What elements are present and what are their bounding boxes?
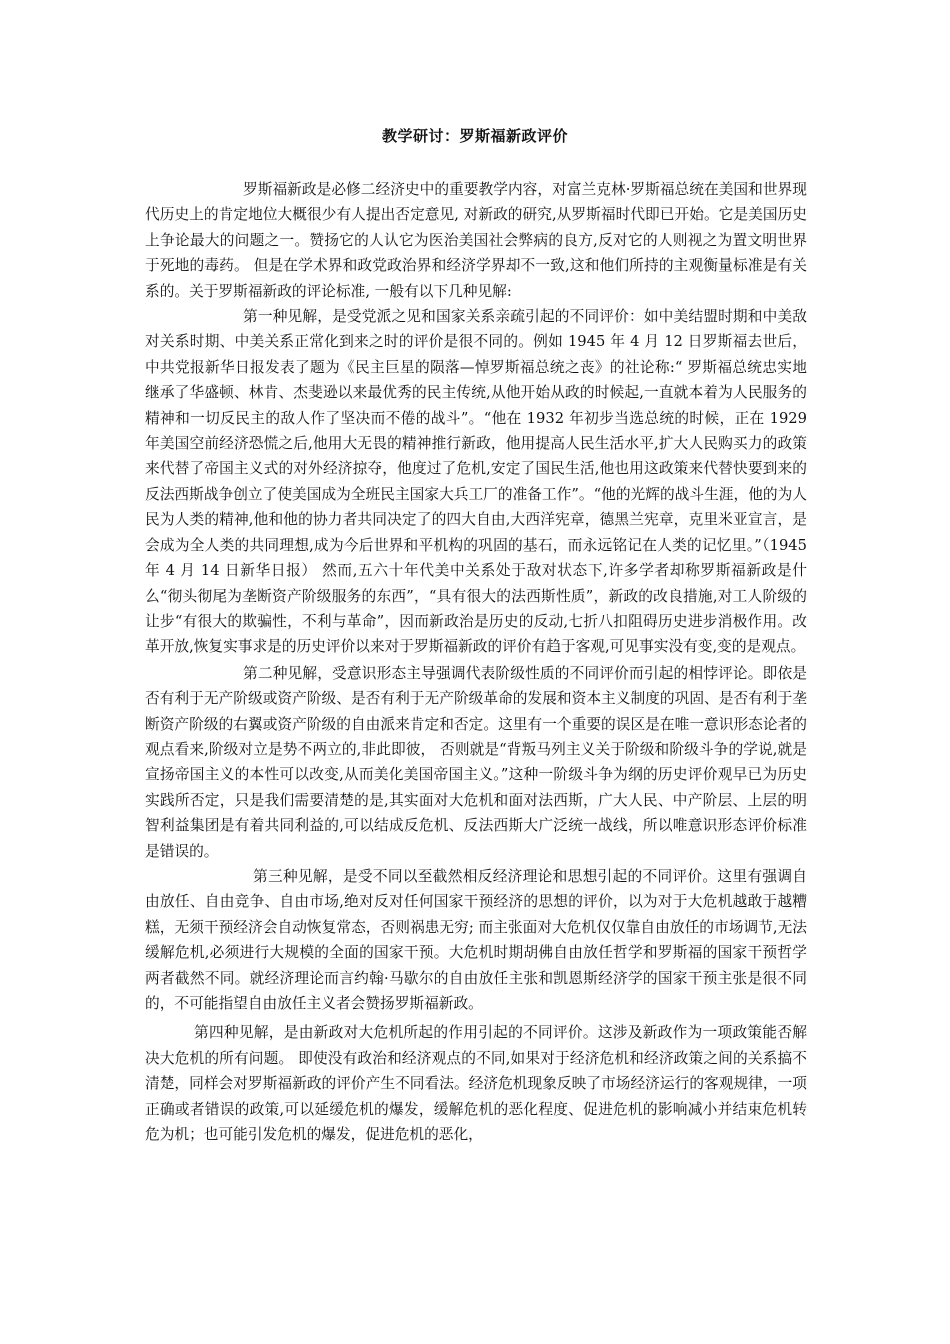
paragraph-view-1: 第一种见解，是受党派之见和国家关系亲疏引起的不同评价：如中美结盟时期和中美敌对关系时期、中美关系正常化到来之时的评价是很不同的。例如 1945 年 4 月 12 日罗斯福去世后，中共党报新华日报发表了题为《民主巨星的陨落—悼罗斯福总统之丧》的社论称:“ 罗斯福总统忠实地继承了华盛顿、林肯、杰斐逊以来最优秀的民主传统,从他开始从政的时候起,一直就本着为人民服务的精神和一切反民主的敌人作了坚决而不倦的战斗”。“他在 1932 年初步当选总统的时候，正在 1929 年美国空前经济恐慌之后,他用大无畏的精神推行新政，他用提高人民生活水平,扩大人民购买力的政策来代替了帝国主义式的对外经济掠夺，他度过了危机,安定了国民生活,他也用这政策来代替快要到来的反法西斯战争创立了使美国成为全班民主国家大兵工厂的准备工作”。“他的光辉的战斗生涯，他的为人民为人类的精神,他和他的协力者共同决定了的四大自由,大西洋宪章，德黑兰宪章，克里米亚宣言，是会成为全人类的共同理想,成为今后世界和平机构的巩固的基石，而永远铭记在人类的记忆里。”（1945 年 4 月 14 日新华日报） 然而,五六十年代美中关系处于敌对状态下,许多学者却称罗斯福新政是什么“彻头彻尾为垄断资产阶级服务的东西”，“具有很大的法西斯性质”，新政的改良措施,对工人阶级的让步“有很大的欺骗性，不利与革命”，因而新政治是历史的反动,七折八扣阻碍历史进步消极作用。改革开放,恢复实事求是的历史评价以来对于罗斯福新政的评价有趋于客观,可见事实没有变,变的是观点。 xyxy=(145,308,807,656)
document-body xyxy=(145,177,807,1147)
paragraph-intro: 罗斯福新政是必修二经济史中的重要教学内容，对富兰克林·罗斯福总统在美国和世界现代历史上的肯定地位大概很少有人提出否定意见, 对新政的研究,从罗斯福时代即已开始。它是美国历史上争论最大的问题之一。赞扬它的人认它为医治美国社会弊病的良方,反对它的人则视之为置文明世界于死地的毒药。 但是在学术界和政党政治界和经济学界却不一致,这和他们所持的主观衡量标准是有关系的。关于罗斯福新政的评论标准, 一般有以下几种见解: xyxy=(145,181,807,300)
paragraph-view-4: 第四种见解，是由新政对大危机所起的作用引起的不同评价。这涉及新政作为一项政策能否解决大危机的所有问题。 即使没有政治和经济观点的不同,如果对于经济危机和经济政策之间的关系搞不清楚，同样会对罗斯福新政的评价产生不同看法。经济危机现象反映了市场经济运行的客观规律，一项正确或者错误的政策,可以延缓危机的爆发，缓解危机的恶化程度、促进危机的影响减小并结束危机转危为机；也可能引发危机的爆发，促进危机的恶化， xyxy=(145,1024,807,1144)
paragraph-view-3: 第三种见解，是受不同以至截然相反经济理论和思想引起的不同评价。这里有强调自由放任、自由竞争、自由市场,绝对反对任何国家干预经济的思想的评价，以为对于大危机越敢于越糟糕，无须干预经济会自动恢复常态，否则祸患无穷; 而主张面对大危机仅仅靠自由放任的市场调节,无法缓解危机,必须进行大规模的全面的国家干预。大危机时期胡佛自由放任哲学和罗斯福的国家干预哲学两者截然不同。就经济理论而言约翰·马歇尔的自由放任主张和凯恩斯经济学的国家干预主张是很不同的，不可能指望自由放任主义者会赞扬罗斯福新政。 xyxy=(145,867,807,1012)
document-title: 教学研讨：罗斯福新政评价 xyxy=(381,127,568,145)
paragraph-view-2: 第二种见解，受意识形态主导强调代表阶级性质的不同评价而引起的相悖评论。即依是否有利于无产阶级或资产阶级、是否有利于无产阶级革命的发展和资本主义制度的巩固、是否有利于垄断资产阶级的右翼或资产阶级的自由派来肯定和否定。这里有一个重要的误区是在唯一意识形态论者的观点看来,阶级对立是势不两立的,非此即彼， 否则就是“背叛马列主义关于阶级和阶级斗争的学说,就是宣扬帝国主义的本性可以改变,从而美化美国帝国主义。”这种一阶级斗争为纲的历史评价观早已为历史实践所否定，只是我们需要清楚的是,其实面对大危机和面对法西斯，广大人民、中产阶层、上层的明智利益集团是有着共同利益的,可以结成反危机、反法西斯大广泛统一战线，所以唯意识形态评价标准是错误的。 xyxy=(145,664,807,860)
